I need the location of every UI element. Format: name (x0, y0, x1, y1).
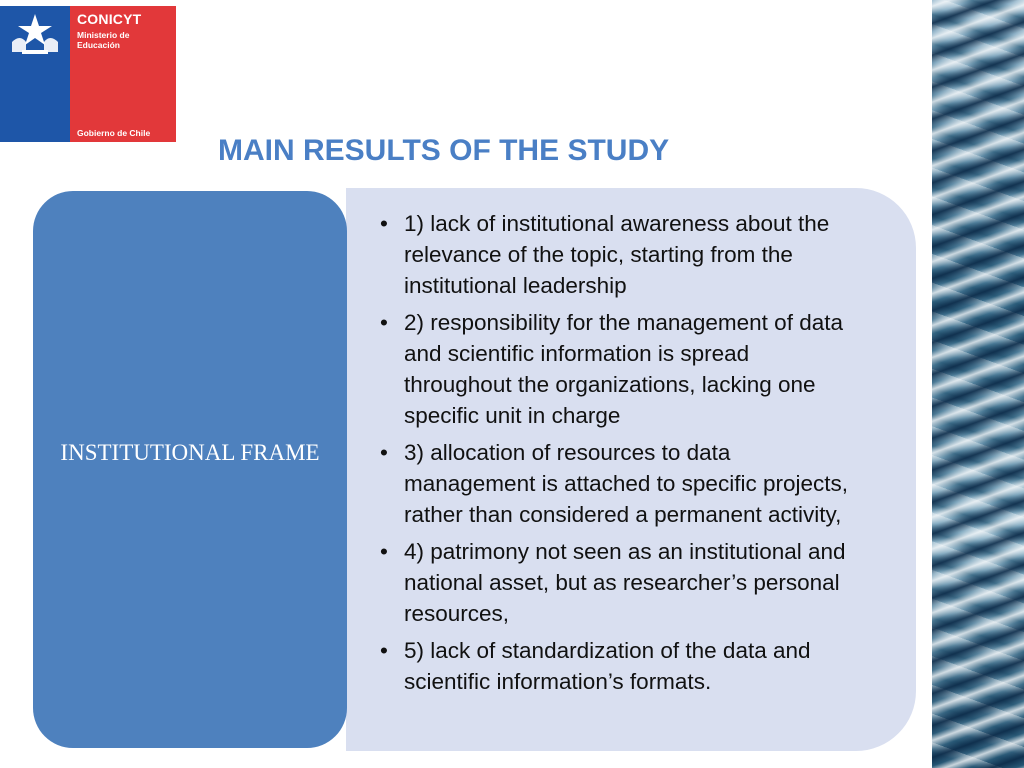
conicyt-logo (0, 6, 176, 142)
list-item: • 3) allocation of resources to data management is attached to specific projects, rather than considered a permanent activity, (380, 437, 850, 530)
results-list (380, 208, 850, 703)
slide-title: MAIN RESULTS OF THE STUDY (218, 134, 670, 167)
list-item: • 5) lack of standardization of the data and scientific information’s formats. (380, 635, 850, 697)
logo-title: CONICYT (77, 11, 142, 27)
logo-red-block (70, 6, 176, 142)
institutional-frame-label: INSTITUTIONAL FRAME (60, 440, 320, 465)
list-item: • 1) lack of institutional awareness about the relevance of the topic, starting from the institutional leadership (380, 208, 850, 301)
chile-coat-of-arms-icon (8, 12, 62, 56)
decorative-side-image (932, 0, 1024, 768)
list-item: • 2) responsibility for the management of data and scientific information is spread throughout the organizations, lacking one specific unit in charge (380, 307, 850, 431)
logo-footer: Gobierno de Chile (77, 128, 151, 138)
list-item: • 4) patrimony not seen as an institutional and national asset, but as researcher’s personal resources, (380, 536, 850, 629)
institutional-frame-box (33, 191, 347, 748)
logo-blue-block (0, 6, 70, 142)
logo-subtitle: Ministerio de Educación (77, 30, 130, 50)
